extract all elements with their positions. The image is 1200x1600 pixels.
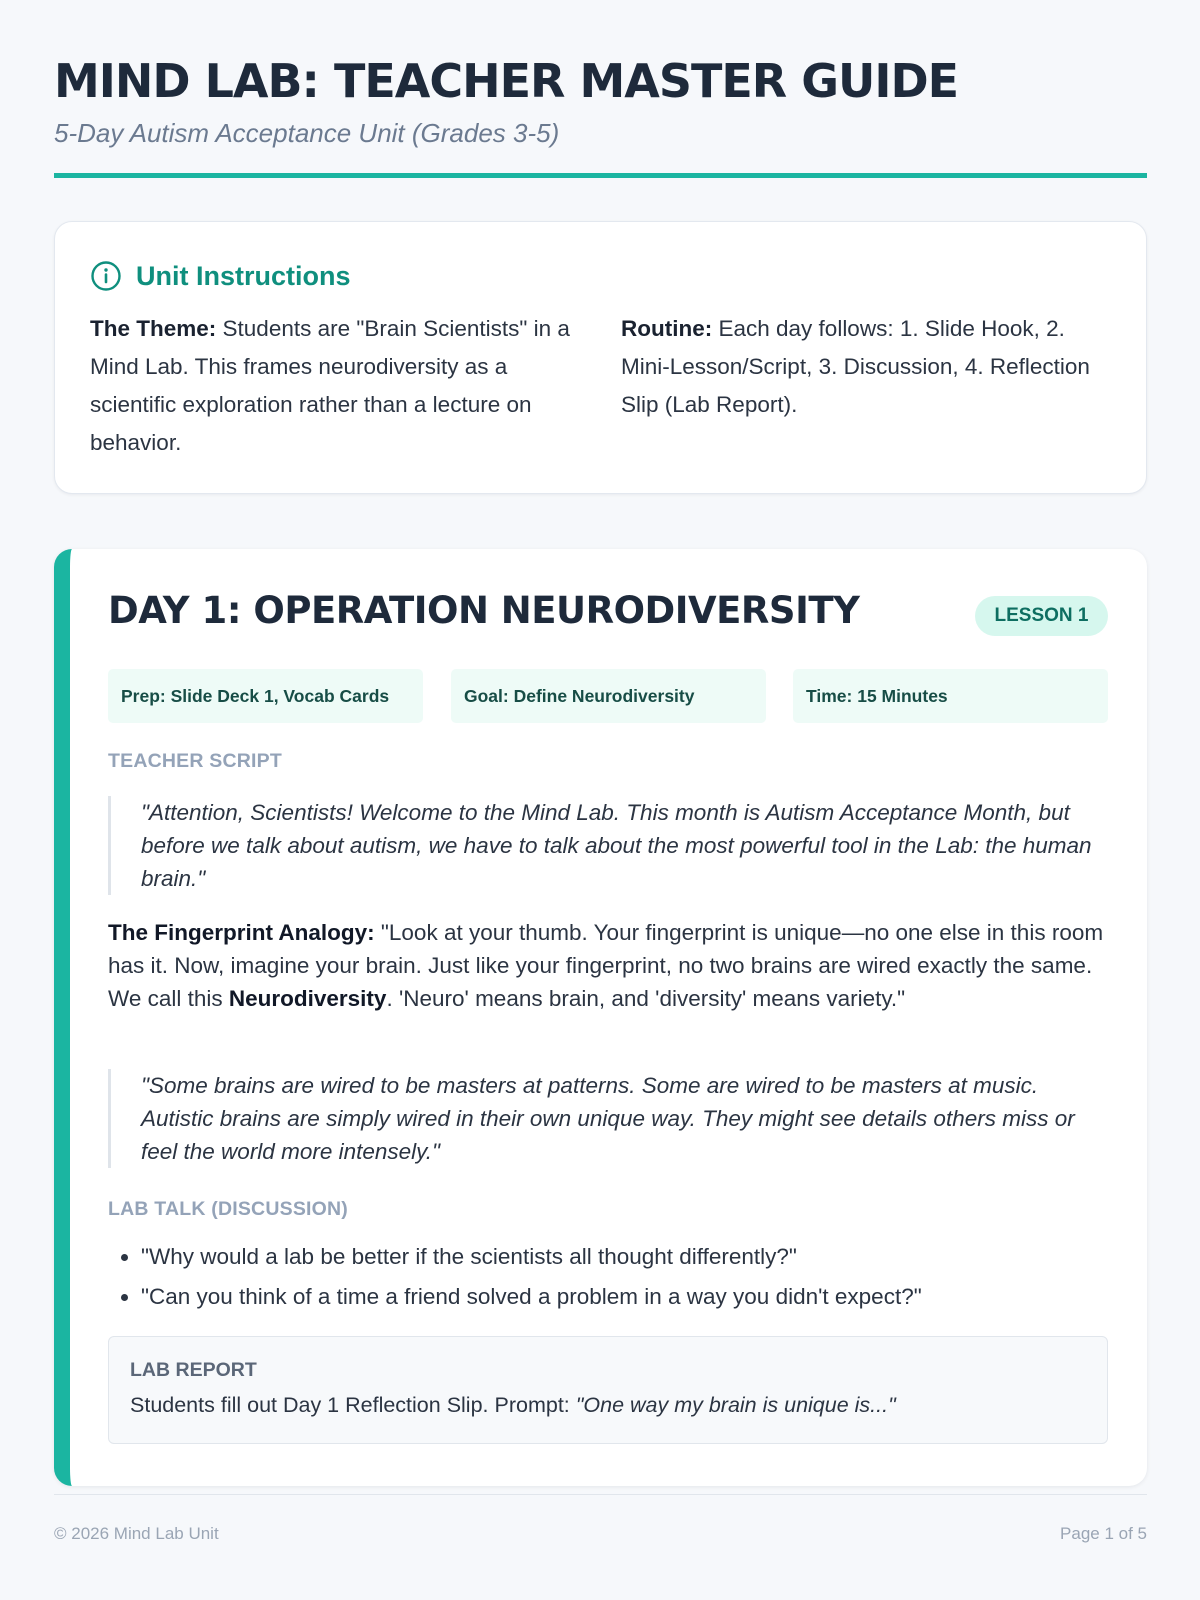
lab-report-prompt: "One way my brain is unique is..." — [575, 1393, 896, 1417]
routine-label: Routine: — [621, 316, 713, 341]
lab-report-text — [130, 1393, 896, 1418]
lab-report-label: LAB REPORT — [130, 1359, 257, 1381]
analogy-term: Neurodiversity — [228, 986, 387, 1011]
discussion-list — [108, 1237, 1141, 1317]
analogy-text-2: . 'Neuro' means brain, and 'diversity' means variety." — [386, 986, 906, 1011]
day-title: DAY 1: OPERATION NEURODIVERSITY — [108, 589, 860, 632]
list-item: • "Can you think of a time a friend solved a problem in a way you didn't expect?" — [141, 1277, 1141, 1317]
theme-label: The Theme: — [90, 316, 217, 341]
time-pill: Time: 15 Minutes — [793, 669, 1108, 723]
goal-pill: Goal: Define Neurodiversity — [451, 669, 766, 723]
lab-report-box — [108, 1336, 1108, 1444]
lab-report-body: Students fill out Day 1 Reflection Slip. Prompt: — [130, 1393, 576, 1417]
routine-body: Each day follows: 1. Slide Hook, 2. Mini-Lesson/Script, 3. Discussion, 4. Reflection Slip (Lab Report). — [621, 316, 1090, 417]
day-1-card — [54, 549, 1147, 1486]
analogy-text-1: "Look at your thumb. Your fingerprint is unique—no one else in this room has it. Now, imagine your brain. Just like your fingerprint, no two brains are wired exactly the same. We call this — [108, 920, 1104, 1011]
page-subtitle: 5-Day Autism Acceptance Unit (Grades 3-5) — [54, 118, 560, 148]
page-title: MIND LAB: TEACHER MASTER GUIDE — [54, 54, 959, 108]
footer-copyright: © 2026 Mind Lab Unit — [54, 1524, 219, 1543]
unit-instructions-header — [90, 260, 351, 292]
unit-instructions-title: Unit Instructions — [136, 260, 351, 291]
prep-pill: Prep: Slide Deck 1, Vocab Cards — [108, 669, 423, 723]
lab-talk-label: LAB TALK (DISCUSSION) — [108, 1198, 348, 1220]
title-divider — [54, 173, 1147, 178]
script-quote-1: "Attention, Scientists! Welcome to the Mind Lab. This month is Autism Acceptance Month, but before we talk about autism, we have to talk about the most powerful tool in the Lab: the human brain." — [108, 796, 1108, 895]
page-number: Page 1 of 5 — [1060, 1524, 1147, 1543]
teacher-script-label: TEACHER SCRIPT — [108, 750, 282, 772]
lesson-meta-row — [108, 669, 1108, 723]
unit-instructions-card — [54, 221, 1147, 494]
footer-divider — [54, 1494, 1147, 1495]
script-quote-2: "Some brains are wired to be masters at patterns. Some are wired to be masters at music. Autistic brains are simply wired in their own unique way. They might see details others miss or feel the world more intensely." — [108, 1069, 1108, 1168]
list-item: • "Why would a lab be better if the scientists all thought differently?" — [141, 1237, 1141, 1277]
analogy-label: The Fingerprint Analogy: — [108, 920, 375, 945]
theme-body: Students are "Brain Scientists" in a Mind Lab. This frames neurodiversity as a scientific exploration rather than a lecture on behavior. — [90, 316, 570, 455]
theme-text — [90, 310, 578, 462]
routine-text — [621, 310, 1109, 424]
fingerprint-analogy — [108, 916, 1108, 1015]
info-icon — [90, 260, 122, 292]
lesson-badge: LESSON 1 — [975, 596, 1108, 636]
